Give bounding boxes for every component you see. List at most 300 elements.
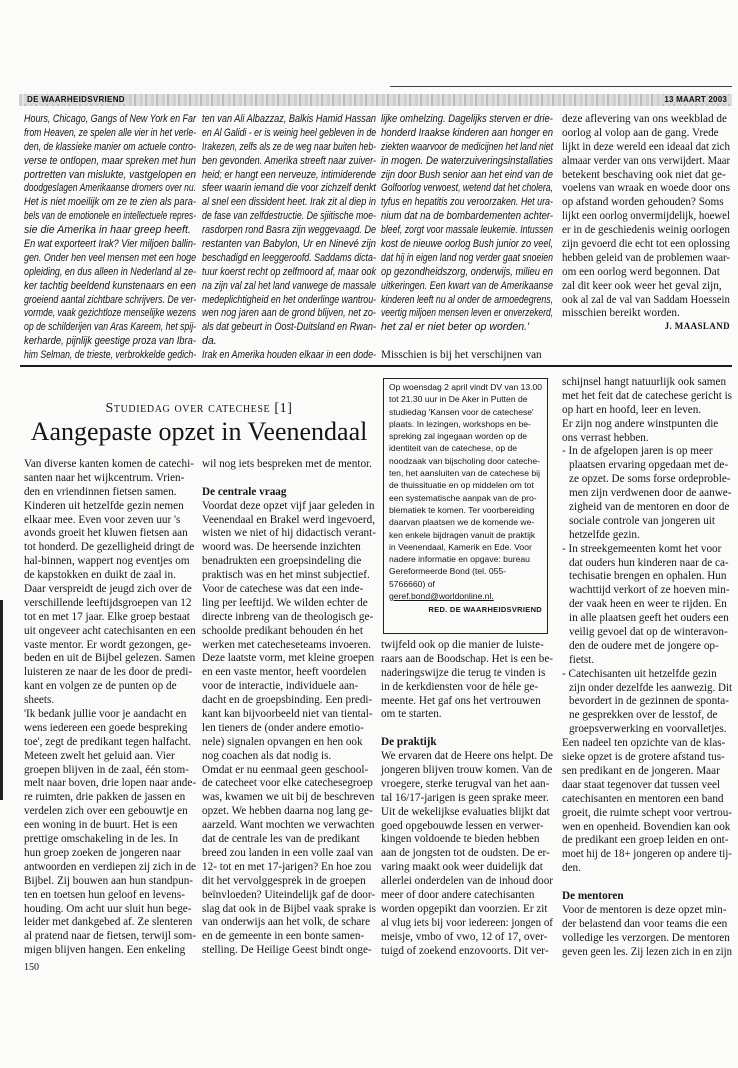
text-line-content: schijnsel hangt natuurlijk ook samen	[562, 376, 727, 388]
text-line	[562, 570, 732, 584]
text-line	[24, 597, 196, 611]
text-line-content: tuigd of zoekend enzovoorts. Dit ver-	[381, 944, 549, 957]
text-line-content: slag dat ook in de Bijbel vaak sprake is	[202, 902, 377, 915]
text-line	[202, 625, 376, 639]
text-line	[381, 127, 553, 141]
text-line	[381, 792, 553, 806]
info-box-text	[389, 382, 542, 591]
text-line-content: goed opgebouwde lessen en verwer-	[381, 819, 544, 832]
text-line-content: wens iedereen een goede bespreking	[24, 721, 188, 734]
text-line-content: Veenendaal en Brakel werd ingevoerd,	[202, 513, 376, 526]
text-line-content: dat de centrale les van de predikant	[202, 833, 360, 846]
text-line-content: praktisch was en het minst subjectief.	[202, 569, 370, 582]
text-line	[562, 543, 732, 557]
text-line	[562, 280, 730, 294]
text-line	[562, 876, 732, 890]
text-line-content: de catecheet voor elke catechesegroep	[202, 777, 373, 790]
text-line	[202, 196, 376, 210]
email-address[interactable]: geref.bond@worldonline.nl.	[389, 591, 494, 602]
text-line-content: twijfeld ook op die manier de luiste-	[381, 639, 544, 651]
text-line-content: doodgeslagen Amerikaanse dromers over nu.	[24, 182, 197, 195]
info-box-line	[389, 419, 542, 431]
text-line	[381, 639, 553, 653]
text-line-content: vaste mentor. Er wordt gezongen, ge-	[24, 638, 192, 651]
text-line-content: stelling. De Heilige Geest bindt onge-	[202, 944, 372, 957]
text-line-content: lijkt een oorlog onvermijdelijk, hoewel	[562, 210, 730, 223]
text-line	[381, 806, 553, 820]
text-line-content: op de schilderijen van Aras Kareem, het spij-	[24, 321, 197, 334]
text-line	[202, 569, 376, 583]
info-box-line-content: spreking zal ingegaan worden op de	[389, 431, 528, 442]
text-line	[202, 861, 376, 875]
text-line	[562, 862, 732, 876]
text-line-content: dat hij in eigen land nog verder gaat snoeien	[381, 251, 554, 264]
text-line-content: him Selman, de trieste, verbrokkelde gedich-	[24, 349, 197, 362]
text-line	[562, 793, 732, 807]
text-line	[202, 280, 376, 294]
text-line-content: verdelen zich over een gebouwtje en	[24, 805, 188, 818]
text-line-content: Uit de wekelijkse evaluaties blijkt dat	[381, 805, 550, 818]
text-line	[24, 833, 196, 847]
info-box-line	[389, 456, 542, 468]
text-line	[381, 667, 553, 681]
text-line	[381, 778, 553, 792]
text-line-content: Irak en Amerika houden elkaar in een dode-	[202, 349, 377, 362]
text-line-content: den en vriendinnen fietsen samen.	[24, 485, 177, 498]
text-line	[202, 127, 376, 141]
text-line-content: en Al Galidi - er is weinig heel gebleven in de	[202, 126, 377, 139]
text-line	[562, 487, 732, 501]
text-line-content: kinderen leeft nu al onder de armoedegrens,	[381, 293, 553, 306]
text-line-content: al snel een dissident heet. Irak zit al diep in	[202, 196, 376, 209]
text-line	[562, 557, 732, 571]
info-box-line-content: 5766660) of	[389, 578, 435, 589]
text-line-content: toe', zegt de predikant tegen halfacht.	[24, 735, 191, 748]
text-line	[381, 141, 553, 155]
text-line	[24, 458, 196, 472]
text-line-content: op gezondheidszorg, onderwijs, milieu en	[381, 265, 553, 278]
text-line	[24, 486, 196, 500]
text-line-content: der vaak heen en weer te rijden. En	[569, 598, 727, 611]
text-line	[562, 654, 732, 668]
info-box-line	[389, 468, 542, 480]
text-line-content: daar staat tegenover dat tussen veel	[562, 778, 721, 791]
text-line-content: Misschien is bij het verschijnen van	[381, 349, 542, 362]
text-line-content: volledige les verzorgen. De mentoren	[562, 931, 730, 944]
text-line	[24, 722, 196, 736]
text-line-content: kant en volgen ze de punten op de	[24, 680, 177, 693]
header-rule	[390, 86, 732, 87]
text-line-content: Bijbel. Zij bouwen aan hun standpun-	[24, 874, 194, 887]
text-line	[381, 903, 553, 917]
text-line	[381, 210, 553, 224]
text-line-content: hebben geleid van de problemen waar-	[562, 251, 731, 264]
text-line-content: 12- tot en met 17-jarigen? En hoe zou	[202, 860, 372, 873]
text-line	[202, 916, 376, 930]
text-line-content: na zijn val zal het land vanwege de massale	[202, 279, 377, 292]
text-line	[562, 169, 730, 183]
text-line-content: meer of door andere catechisanten	[381, 889, 535, 902]
text-line-content: op afstand worden gehouden? Soms	[562, 196, 724, 209]
text-line-content: ling per leeftijd. We wilden echter de	[202, 596, 368, 609]
text-line-content: wil nog iets bespreken met de mentor.	[202, 458, 372, 470]
text-line	[562, 238, 730, 252]
text-line	[381, 169, 553, 183]
text-line	[562, 182, 730, 196]
text-line	[202, 583, 376, 597]
info-box-line	[389, 530, 542, 542]
info-box-line-content: in Veenendaal, Kamerik en Ede. Voor	[389, 541, 532, 552]
text-line-content: honderd Iraakse kinderen aan honger en	[381, 126, 554, 139]
text-line	[202, 652, 376, 666]
info-box-line	[389, 407, 542, 419]
text-line	[562, 473, 732, 487]
text-line	[562, 127, 730, 141]
info-box-line-content: tot 21.30 uur in De Aker in Putten de	[389, 394, 528, 405]
info-box-line	[389, 443, 542, 455]
text-line-content: ten van Ali Albazzaz, Balkis Hamid Hassan	[202, 113, 377, 125]
text-line-content: opleiding, en dus alleen in Nederland al ze-	[24, 265, 197, 278]
text-line-content: Voordat deze opzet vijf jaar geleden in	[202, 499, 375, 512]
text-line-content: als dat gebeurt in Oost-Duitsland en Rwan-	[202, 321, 377, 334]
text-line	[381, 833, 553, 847]
text-line-content: misschien bereikt worden.	[562, 307, 680, 320]
article-column-4	[562, 376, 732, 959]
text-line-content: vormde, vaak gezichtloze menselijke wezens	[24, 307, 197, 320]
text-line	[381, 889, 553, 903]
text-line	[202, 335, 376, 349]
text-line	[562, 932, 732, 946]
text-line-content: leider met dankgebed af. Ze slenteren	[24, 916, 193, 929]
text-line-content: portretten van mislukte, vastgelopen en	[24, 168, 196, 181]
text-line-content: De centrale vraag	[202, 485, 287, 498]
text-line	[562, 390, 732, 404]
section-divider	[20, 365, 732, 367]
text-line-content: lijkt in deze wereld een ideaal dat zich	[562, 140, 731, 153]
text-line	[24, 903, 196, 917]
text-line	[24, 527, 196, 541]
text-line-content: vroegere, sterke terugval van het aan-	[381, 777, 550, 790]
section-heading	[562, 890, 732, 904]
info-box-line-content: plaats. In lezingen, workshops en be-	[389, 418, 531, 429]
text-line-content: de kapstokken en duikt de zaal in.	[24, 569, 176, 582]
info-box-line	[389, 431, 542, 443]
text-line	[24, 819, 196, 833]
text-line-content: uitkeringen. Een kwart van de Amerikaanse	[381, 279, 553, 292]
text-line	[24, 307, 196, 321]
text-line	[562, 723, 732, 737]
text-line	[202, 182, 376, 196]
text-line	[202, 514, 376, 528]
text-line-content: bels van de emotionele en intellectuele repres-	[24, 210, 196, 223]
text-line	[562, 598, 732, 612]
text-line	[202, 155, 376, 169]
text-line-content: het zal er niet beter op worden.'	[381, 321, 530, 334]
text-line-content: tot honderd. De gezelligheid dringt de	[24, 541, 195, 554]
text-line	[24, 349, 196, 363]
text-line-content: dit het vervolggesprek in de groepen	[202, 874, 366, 887]
text-line	[202, 113, 376, 127]
text-line	[202, 944, 376, 958]
text-line	[202, 210, 376, 224]
text-line-content: werken met catecheseteams invoeren.	[202, 638, 371, 651]
text-line-content: veertig miljoen mensen leven er onverzekerd,	[381, 307, 554, 320]
text-line	[562, 376, 732, 390]
text-line-content: en een vaste mentor, heeft voordelen	[202, 666, 367, 679]
text-line	[562, 779, 732, 793]
text-line-content: den de oudere met de jongere op-	[569, 639, 719, 652]
text-line-content: raars aan de Boodschap. Het is een be-	[381, 652, 553, 665]
text-line	[562, 682, 732, 696]
text-line	[202, 791, 376, 805]
text-line-content: ons verrast hebben.	[562, 431, 649, 444]
text-line-content: plaatsen ervaring opgedaan met de-	[569, 459, 729, 472]
text-line-content: verse te ontlopen, maar spreken met hun	[24, 154, 196, 167]
text-line	[381, 182, 553, 196]
text-line-content: hun groep zoeken de jongeren naar	[24, 846, 181, 859]
text-line-content: allerlei onderdelen van de inhoud door	[381, 875, 554, 888]
text-line	[24, 764, 196, 778]
text-line	[24, 639, 196, 653]
text-line	[562, 141, 730, 155]
text-line-content: kerharde, pijnlijk geestige proza van Ibra-	[24, 335, 197, 348]
page-number: 150	[24, 962, 39, 973]
text-line-content: zal dit keer ook weer het geval zijn,	[562, 279, 722, 292]
info-box-line-content: daarvan plaatsen we de komende we-	[389, 517, 535, 528]
text-line	[202, 611, 376, 625]
info-box-line	[389, 382, 542, 394]
text-line	[381, 917, 553, 931]
text-line	[381, 820, 553, 834]
text-line	[24, 514, 196, 528]
text-line	[24, 805, 196, 819]
info-box-line	[389, 480, 542, 492]
text-line-content: Hours, Chicago, Gangs of New York en Far	[24, 113, 196, 125]
text-line-content: oorlog al volop aan de gang. Vrede	[562, 126, 719, 139]
text-line	[381, 349, 553, 363]
text-line-content: sociale controle van jongeren uit	[569, 514, 716, 527]
info-box-line-content: Op woensdag 2 april vindt DV van 13.00	[389, 382, 543, 392]
text-line	[562, 445, 732, 459]
text-line-content: geven geen les. Zij lezen zich in en zijn	[562, 945, 733, 958]
text-line-content: - In streekgemeenten komt het voor	[562, 542, 722, 555]
text-line-content: jongeren blijven trouw komen. Van de	[381, 764, 553, 777]
text-line	[24, 875, 196, 889]
text-line-content: len tieners de (onder andere emotio-	[202, 721, 364, 734]
section-heading	[381, 736, 553, 750]
text-line-content: Deze laatste vorm, met kleine groepen	[202, 652, 375, 665]
email-link[interactable]	[389, 591, 542, 603]
text-line	[562, 404, 732, 418]
info-box-line-content: nadere informatie en opgave: bureau	[389, 554, 530, 565]
text-line	[202, 555, 376, 569]
text-line	[562, 765, 732, 779]
text-line-content: deze aflevering van ons weekblad de	[562, 113, 727, 125]
text-line-content: meisje, vmbo of vwo, 12 of 17, over-	[381, 930, 548, 943]
text-line-content: tot en met 17 jaar. Elke groep bestaat	[24, 610, 190, 623]
top-article-column-2	[202, 113, 376, 363]
text-line	[24, 930, 196, 944]
text-line	[24, 155, 196, 169]
text-line-content: sheets.	[24, 694, 55, 707]
text-line	[202, 903, 376, 917]
article-kicker: Studiedag over catechese [1]	[105, 401, 293, 416]
text-line-content: in alle plaatsen geeft het ouders een	[569, 612, 729, 625]
text-line-content: J. MAASLAND	[664, 321, 730, 332]
text-line-content: techisatie brengen en ophalen. Hun	[569, 570, 727, 583]
text-line	[562, 515, 732, 529]
info-box-line	[389, 579, 542, 591]
text-line	[562, 501, 732, 515]
text-line	[381, 861, 553, 875]
info-box-signature: RED. DE WAARHEIDSVRIEND	[428, 605, 542, 615]
text-line	[24, 127, 196, 141]
text-line-content: al vlug iets bij voor iedereen: jongen of	[381, 916, 553, 929]
text-line	[24, 113, 196, 127]
text-line-content: directe inbreng van de theologisch ge-	[202, 610, 374, 623]
text-line-content: re ruimten, drie pakken de jassen en	[24, 791, 186, 804]
text-line-content: er in de geschiedenis weinig oorlogen	[562, 224, 730, 237]
info-box-line-content: blematiek te komen. Ter voorbereiding	[389, 504, 535, 515]
text-line	[381, 764, 553, 778]
text-line-content: dat ouders hun kinderen naar de ca-	[569, 556, 729, 569]
text-line	[381, 113, 553, 127]
text-line-content: Omdat er nu eenmaal geen geschool-	[202, 763, 369, 776]
text-line	[381, 196, 553, 210]
text-line	[381, 695, 553, 709]
text-line-content: om te starten.	[381, 708, 442, 721]
text-line-content: een woning in de buurt. Het is een	[24, 819, 178, 832]
text-line	[202, 875, 376, 889]
top-article-column-4	[562, 113, 730, 335]
text-line	[381, 238, 553, 252]
text-line	[202, 930, 376, 944]
text-line-content: We ervaren dat de Heere ons helpt. De	[381, 750, 553, 763]
text-line	[24, 294, 196, 308]
text-line	[24, 847, 196, 861]
text-line-content: 'Ik bedank jullie voor je aandacht en	[24, 708, 187, 721]
text-line-content: den, de klassieke manier om actuele contro-	[24, 140, 196, 153]
info-box-line-content: de thuissituatie en op middelen om tot	[389, 480, 534, 491]
text-line	[24, 666, 196, 680]
text-line	[24, 196, 196, 210]
text-line	[562, 904, 732, 918]
text-line	[24, 238, 196, 252]
text-line-content: luisteren ze naar de les door de predi-	[24, 666, 193, 679]
text-line	[202, 141, 376, 155]
text-line-content: wen nog jaren aan de grond blijven, net zo-	[202, 307, 376, 320]
text-line	[202, 266, 376, 280]
text-line	[381, 945, 553, 959]
text-line-content: sfeer waarin iemand die voor zichzelf denkt	[202, 182, 376, 195]
text-line-content: melt naar boven, drie lopen naar ande-	[24, 777, 197, 790]
info-box-line	[389, 542, 542, 554]
text-line-content: en de gemeente in een bonte samen-	[202, 930, 365, 943]
text-line	[381, 708, 553, 722]
article-column-2	[202, 458, 376, 958]
text-line	[202, 472, 376, 486]
text-line	[562, 307, 730, 321]
info-box-line-content: ken enkele bijdragen vanuit de praktijk	[389, 529, 536, 540]
text-line	[202, 889, 376, 903]
text-line-content: ziekten waarvoor de medicijnen het land niet	[381, 140, 554, 153]
text-line	[562, 668, 732, 682]
text-line-content: kant kan bijvoorbeeld niet van tiental-	[202, 708, 373, 721]
text-line	[202, 321, 376, 335]
text-line	[381, 280, 553, 294]
text-line-content: op hart en hoofd, leer en leven.	[562, 403, 702, 416]
text-line	[381, 321, 553, 335]
text-line-content: medeplichtigheid en het onderlinge wantrou-	[202, 293, 377, 306]
text-line-content: wachttijd verkort of ze hoeven min-	[569, 584, 730, 597]
text-line-content: aarzeld. Want mochten we verwachten	[202, 819, 375, 832]
text-line	[202, 169, 376, 183]
text-line	[562, 294, 730, 308]
text-line	[381, 681, 553, 695]
text-line	[562, 418, 732, 432]
text-line-content: tuur koerst recht op zelfmoord af, maar ook	[202, 265, 377, 278]
text-line	[24, 169, 196, 183]
text-line	[381, 750, 553, 764]
text-line-content: woord was. De heersende inzichten	[202, 541, 361, 554]
text-line-content: Daar verspreidt de jeugd zich over de	[24, 583, 192, 596]
text-line	[24, 944, 196, 958]
text-line-content: nog coachen als dat nodig is.	[202, 749, 332, 762]
text-line	[24, 625, 196, 639]
text-line-content: avonds groeit het kluwen fietsen aan	[24, 527, 188, 540]
info-box-line	[389, 394, 542, 406]
info-box-line	[389, 517, 542, 529]
text-line	[24, 861, 196, 875]
text-line	[24, 335, 196, 349]
text-line	[381, 252, 553, 266]
text-line-content: uit ongeveer acht catechisanten en een	[24, 624, 196, 637]
text-line-content: ben gevonden. Amerika streeft naar zuiver-	[202, 154, 377, 167]
text-line-content: ker tachtig beeldend kunstenaars en een	[24, 279, 197, 292]
text-line-content: groepsverwerking en voorvalletjes.	[569, 723, 727, 736]
author-signature	[562, 321, 730, 335]
text-line-content: houding. Om acht uur sluit hun bege-	[24, 902, 192, 915]
info-box-line-content: identiteit van de catechese, op de	[389, 443, 518, 454]
text-line-content: voelens van wraak en woede door ons	[562, 182, 731, 195]
text-line	[202, 224, 376, 238]
text-line-content: moet hij de 18+ jongeren op andere tij-	[562, 848, 732, 861]
text-line-content: ook al zal de val van Saddam Hoessein	[562, 293, 730, 306]
text-line-content: beden en uit de Bijbel gelezen. Samen	[24, 652, 196, 665]
text-line-content: prettige omschakeling in de les. In	[24, 833, 179, 846]
text-line-content: Voor de catechese was dat een inde-	[202, 583, 364, 596]
text-line	[24, 652, 196, 666]
text-line	[562, 612, 732, 626]
text-line-content: Er zijn nog andere winstpunten die	[562, 417, 719, 430]
text-line-content: veilig gevoel dat op de winteravon-	[569, 626, 728, 639]
text-line	[24, 708, 196, 722]
text-line	[24, 569, 196, 583]
info-box-line-content: een systematische aanpak van de pro-	[389, 492, 537, 503]
text-line-content: opzet. We hebben daarna nog lang ge-	[202, 805, 373, 818]
text-line-content: worden opgepikt dan voorzien. Er zit	[381, 902, 548, 915]
text-line	[24, 266, 196, 280]
info-box-line	[389, 566, 542, 578]
text-line-content: almaar verder van ons verwijdert. Maar	[562, 154, 731, 167]
text-line	[562, 529, 732, 543]
text-line-content: de predikant een groep leiden en ont-	[562, 834, 729, 847]
text-line-content: verschillende leeftijdsgroepen van 12	[24, 596, 192, 609]
text-line-content: da.	[202, 335, 217, 348]
text-line	[381, 224, 553, 238]
publication-name: DE WAARHEIDSVRIEND	[24, 95, 128, 104]
text-line	[24, 182, 196, 196]
